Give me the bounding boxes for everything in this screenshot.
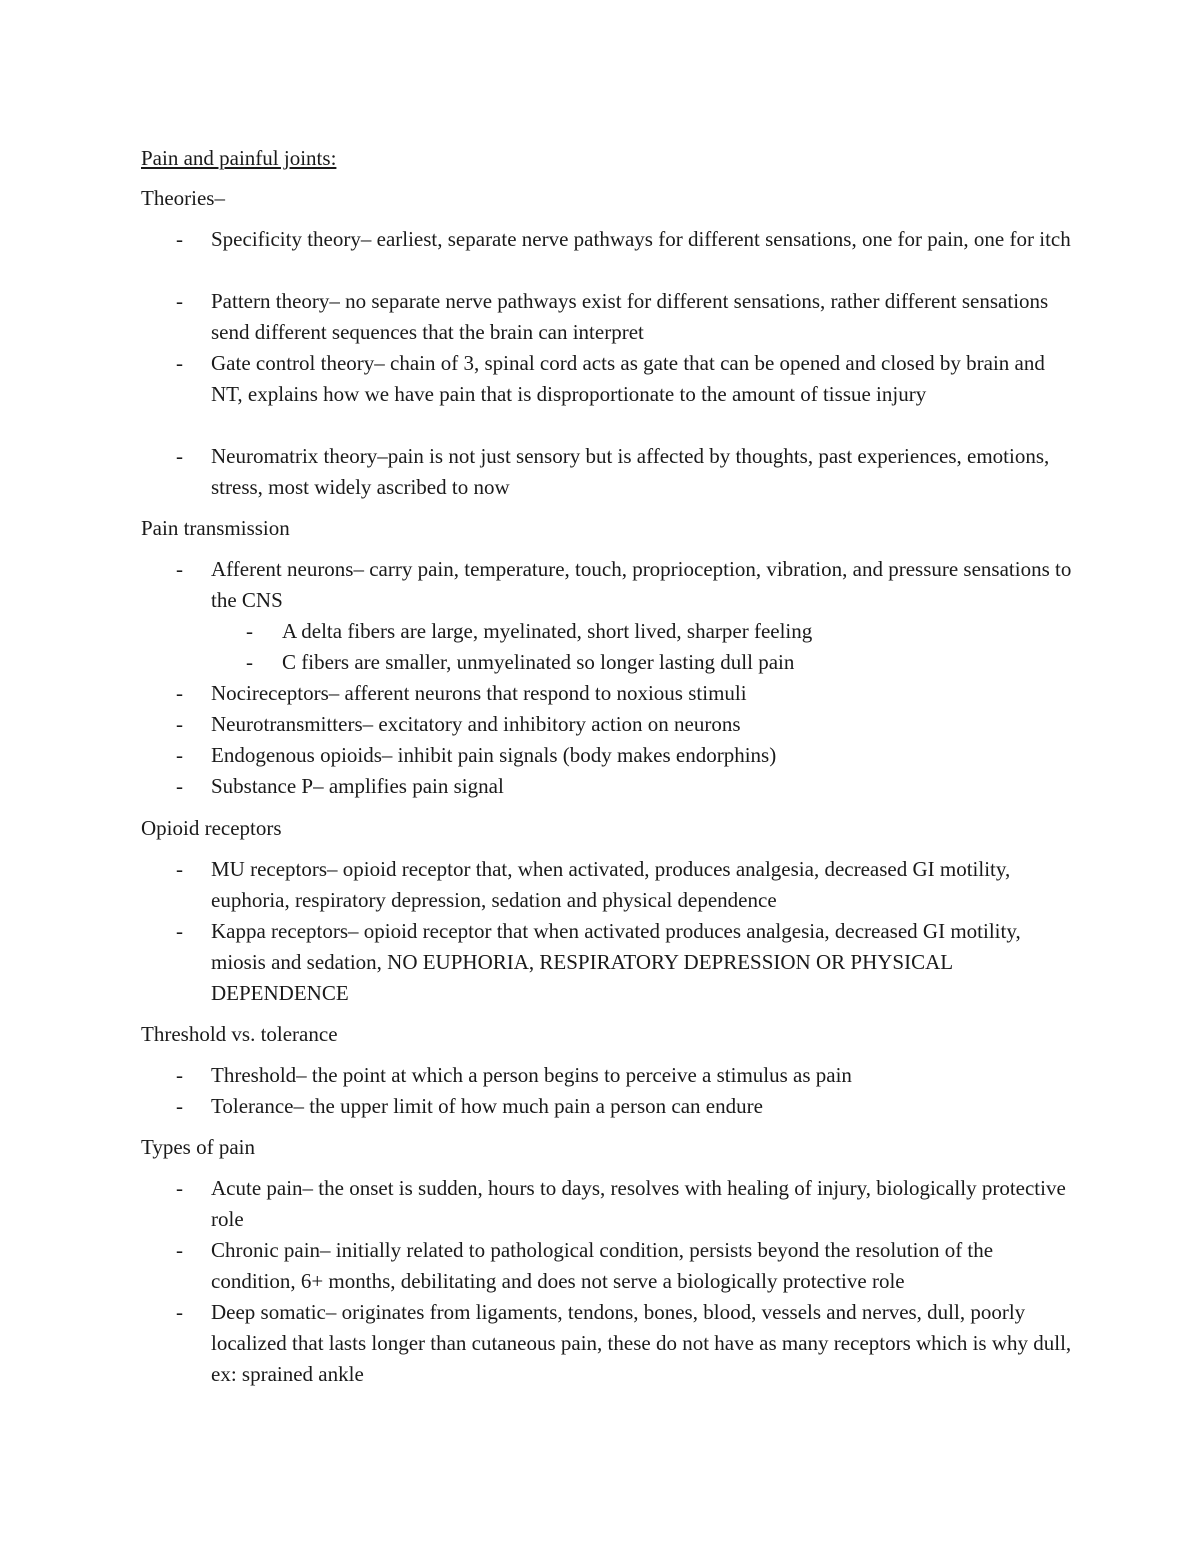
list-item: [176, 709, 1076, 740]
list-item-text: Deep somatic– originates from ligaments, tendons, bones, blood, vessels and nerves, dull, poorly localized that lasts longer than cutaneous pain, these do not have as many receptors which is why dull, ex: sprained ankle: [211, 1300, 1072, 1386]
list-item-text: Tolerance– the upper limit of how much pain a person can endure: [211, 1094, 763, 1118]
section-heading-opioid-receptors: Opioid receptors: [141, 816, 282, 840]
bullet-dash: -: [176, 1238, 183, 1262]
bullet-dash: -: [176, 1176, 183, 1200]
bullet-dash: -: [176, 289, 183, 313]
list-item: [176, 678, 1076, 709]
list-item-text: Kappa receptors– opioid receptor that when activated produces analgesia, decreased GI motility, miosis and sedation, NO EUPHORIA, RESPIRATORY DEPRESSION OR PHYSICAL DEPENDENCE: [211, 919, 1021, 1005]
list-item: [176, 1297, 1076, 1390]
list-item: [176, 854, 1076, 916]
list-item-text: Chronic pain– initially related to pathological condition, persists beyond the resolution of the condition, 6+ months, debilitating and does not serve a biologically protective role: [211, 1238, 994, 1293]
bullet-dash: -: [176, 743, 183, 767]
list-item-text: Specificity theory– earliest, separate nerve pathways for different sensations, one for pain, one for itch: [211, 227, 1071, 251]
list-item-text: MU receptors– opioid receptor that, when activated, produces analgesia, decreased GI motility, euphoria, respiratory depression, sedation and physical dependence: [211, 857, 1011, 912]
list-item: [176, 1235, 1076, 1297]
list-item-text: Endogenous opioids– inhibit pain signals (body makes endorphins): [211, 743, 777, 767]
sub-list-item: [246, 616, 1076, 647]
bullet-dash: -: [246, 650, 253, 674]
list-item: [176, 554, 1076, 616]
bullet-dash: -: [176, 712, 183, 736]
bullet-dash: -: [176, 919, 183, 943]
list-item-text: Substance P– amplifies pain signal: [211, 774, 504, 798]
list-item-text: Gate control theory– chain of 3, spinal cord acts as gate that can be opened and closed by brain and NT, explains how we have pain that is disproportionate to the amount of tissue injury: [211, 351, 1045, 406]
list-item-text: Acute pain– the onset is sudden, hours to days, resolves with healing of injury, biologically protective role: [211, 1176, 1066, 1231]
list-item: [176, 916, 1076, 1009]
section-heading-types-of-pain: Types of pain: [141, 1135, 256, 1159]
document-title: Pain and painful joints:: [141, 146, 337, 170]
list-item-text: Nocireceptors– afferent neurons that respond to noxious stimuli: [211, 681, 747, 705]
list-item-text: Neuromatrix theory–pain is not just sensory but is affected by thoughts, past experiences, emotions, stress, most widely ascribed to now: [211, 444, 1050, 499]
bullet-dash: -: [246, 619, 253, 643]
list-item-text: Threshold– the point at which a person begins to perceive a stimulus as pain: [211, 1063, 852, 1087]
bullet-dash: -: [176, 351, 183, 375]
bullet-dash: -: [176, 227, 183, 251]
bullet-dash: -: [176, 1300, 183, 1324]
list-item-text: Afferent neurons– carry pain, temperature, touch, proprioception, vibration, and pressure sensations to the CNS: [211, 557, 1072, 612]
list-item: [176, 441, 1076, 503]
list-item: [176, 224, 1076, 255]
bullet-dash: -: [176, 557, 183, 581]
list-item: [176, 740, 1076, 771]
list-item: [176, 1060, 1076, 1091]
bullet-dash: -: [176, 857, 183, 881]
list-item: [176, 348, 1076, 410]
section-heading-theories: Theories–: [141, 186, 225, 210]
list-item: [176, 1091, 1076, 1122]
bullet-dash: -: [176, 1063, 183, 1087]
list-item: [176, 1173, 1076, 1235]
bullet-dash: -: [176, 774, 183, 798]
bullet-dash: -: [176, 1094, 183, 1118]
section-heading-threshold-vs-tolerance: Threshold vs. tolerance: [141, 1022, 338, 1046]
bullet-dash: -: [176, 681, 183, 705]
section-heading-pain-transmission: Pain transmission: [141, 516, 290, 540]
sub-list-item: [246, 647, 1076, 678]
list-item-text: C fibers are smaller, unmyelinated so longer lasting dull pain: [282, 650, 795, 674]
list-item: [176, 286, 1076, 348]
list-item: [176, 771, 1076, 802]
bullet-dash: -: [176, 444, 183, 468]
list-item-text: Pattern theory– no separate nerve pathways exist for different sensations, rather different sensations send different sequences that the brain can interpret: [211, 289, 1049, 344]
list-item-text: A delta fibers are large, myelinated, short lived, sharper feeling: [282, 619, 813, 643]
list-item-text: Neurotransmitters– excitatory and inhibitory action on neurons: [211, 712, 741, 736]
